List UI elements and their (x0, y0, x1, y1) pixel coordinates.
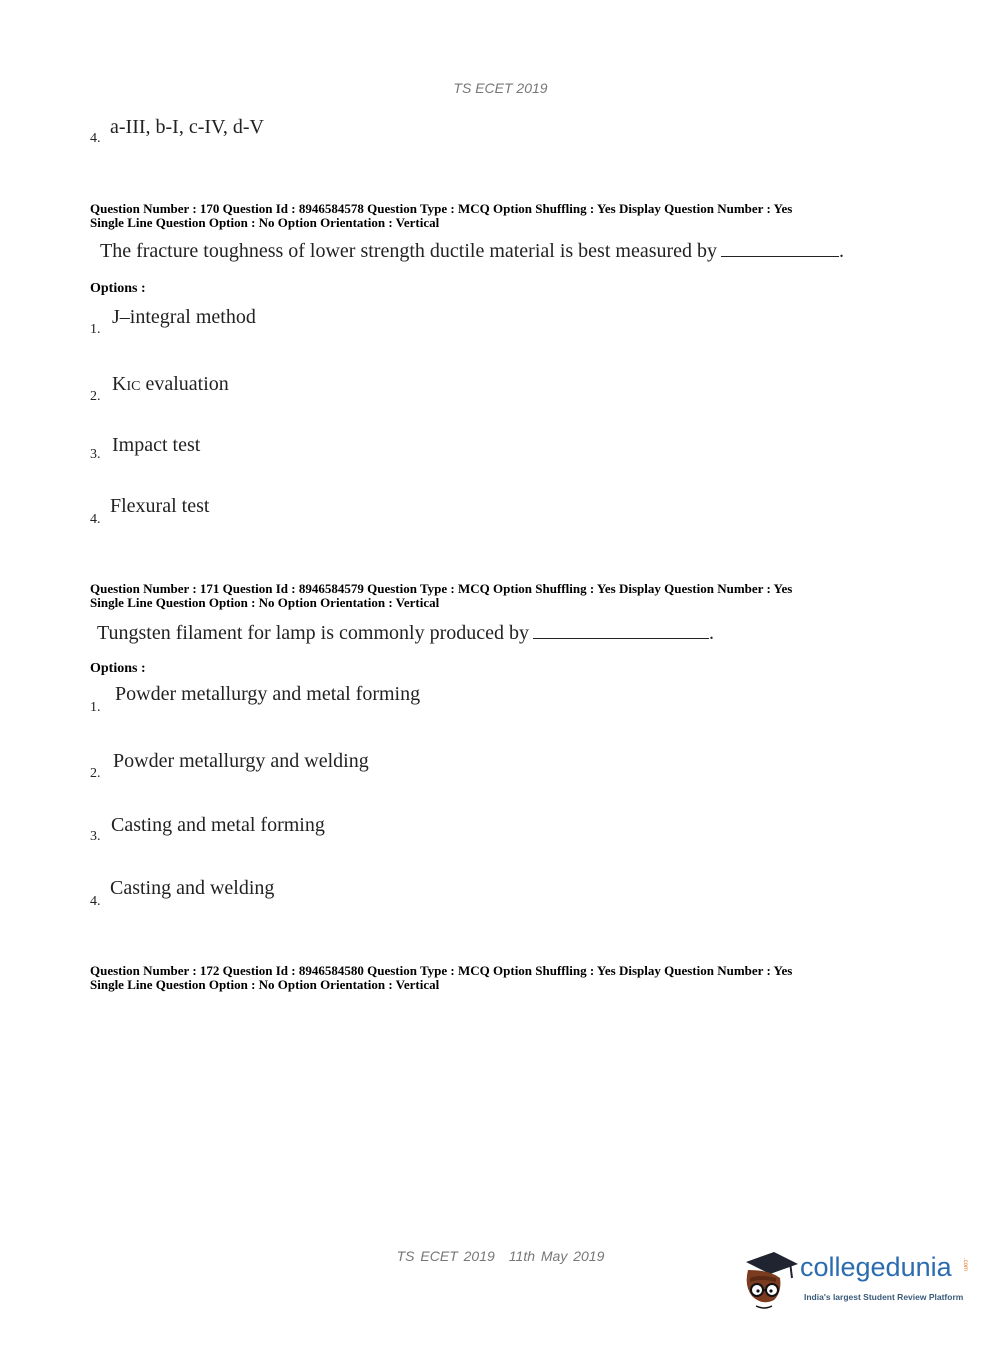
option-text: Powder metallurgy and welding (113, 750, 369, 772)
option-number: 2. (90, 766, 101, 781)
option-text: J–integral method (112, 306, 256, 328)
option-text (112, 373, 229, 396)
options-label: Options : (90, 661, 146, 676)
logo-suffix: .com (962, 1258, 968, 1272)
answer-blank (533, 637, 709, 639)
question-text (100, 240, 844, 263)
question-meta-line2: Single Line Question Option : No Option Orientation : Vertical (90, 595, 440, 610)
question-meta-line1: Question Number : 172 Question Id : 8946584580 Question Type : MCQ Option Shuffling : Yes Display Question Number : Yes (90, 963, 793, 978)
logo-tagline: India's largest Student Review Platform (804, 1292, 964, 1302)
options-label: Options : (90, 281, 146, 296)
collegedunia-logo (740, 1248, 970, 1318)
question-text (97, 622, 714, 645)
question-stem: Tungsten filament for lamp is commonly produced by (97, 622, 529, 644)
question-stem: The fracture toughness of lower strength ductile material is best measured by (100, 240, 718, 262)
footer-exam: TS ECET 2019 (396, 1248, 495, 1264)
option-text-symbol: K (112, 373, 127, 395)
question-meta-line1: Question Number : 170 Question Id : 8946584578 Question Type : MCQ Option Shuffling : Yes Display Question Number : Yes (90, 201, 793, 216)
option-number: 3. (90, 447, 101, 462)
question-meta-line2: Single Line Question Option : No Option Orientation : Vertical (90, 215, 440, 230)
option-number: 4. (90, 512, 101, 527)
question-end: . (708, 622, 714, 644)
option-number: 3. (90, 829, 101, 844)
mascot-icon (740, 1248, 800, 1318)
option-text-subscript: IC (126, 379, 141, 394)
option-text: Flexural test (110, 495, 210, 517)
option-text: Casting and welding (110, 877, 275, 899)
question-meta-line2: Single Line Question Option : No Option Orientation : Vertical (90, 977, 440, 992)
option-text: a-III, b-I, c-IV, d-V (110, 116, 265, 138)
footer-date: 11th May 2019 (508, 1248, 605, 1264)
option-number: 4. (90, 131, 101, 146)
option-number: 4. (90, 894, 101, 909)
question-meta-line1: Question Number : 171 Question Id : 8946584579 Question Type : MCQ Option Shuffling : Yes Display Question Number : Yes (90, 581, 793, 596)
option-text: Casting and metal forming (111, 814, 325, 836)
logo-wordmark: collegedunia (800, 1252, 952, 1282)
option-number: 1. (90, 700, 101, 715)
question-end: . (839, 240, 845, 262)
page-header: TS ECET 2019 (453, 80, 548, 96)
option-text: Powder metallurgy and metal forming (115, 683, 421, 705)
option-number: 2. (90, 389, 101, 404)
option-text-rest: evaluation (140, 373, 229, 395)
answer-blank (721, 255, 839, 257)
option-text: Impact test (112, 434, 201, 456)
option-number: 1. (90, 322, 101, 337)
